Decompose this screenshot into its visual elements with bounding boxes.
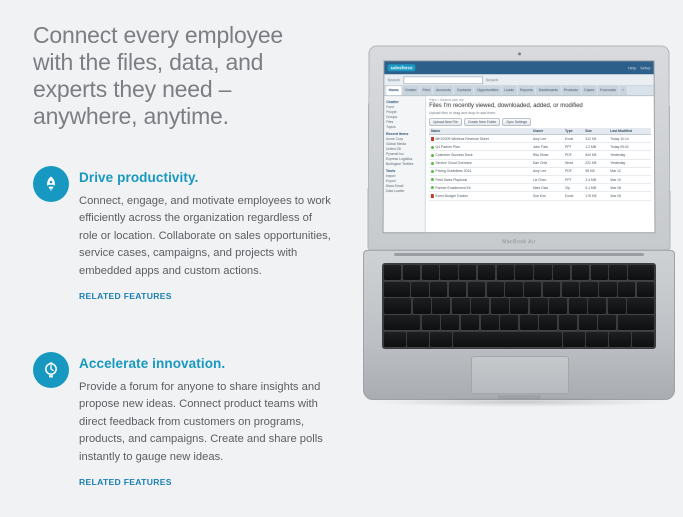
cell-size: 844 KB bbox=[583, 151, 608, 159]
tab-reports[interactable]: Reports bbox=[518, 86, 536, 95]
col-type: Type bbox=[563, 128, 583, 134]
sidebar-heading-tools: Tools bbox=[385, 169, 396, 174]
cell-owner: Sue Kim bbox=[531, 192, 563, 200]
cell-size: 98 KB bbox=[583, 167, 608, 175]
search-input[interactable] bbox=[403, 76, 483, 84]
cell-owner: Amy Lee bbox=[531, 135, 563, 143]
sidebar-recent-2[interactable]: Global Media bbox=[386, 142, 407, 147]
tab-dashboards[interactable]: Dashboards bbox=[536, 86, 560, 95]
app-tabs bbox=[384, 86, 653, 96]
sidebar-item-people[interactable]: People bbox=[386, 110, 397, 115]
col-size: Size bbox=[583, 128, 608, 134]
sidebar-recent-4[interactable]: Pyramid Inc bbox=[385, 151, 404, 156]
sidebar-recent-3[interactable]: United Oil bbox=[385, 147, 401, 151]
laptop-hinge bbox=[394, 253, 644, 256]
tab-forecasts[interactable]: Forecasts bbox=[598, 86, 619, 95]
setup-link[interactable]: Setup bbox=[640, 65, 651, 71]
cell-type: PPT bbox=[563, 176, 583, 184]
sidebar-tool-3[interactable]: Mass Email bbox=[385, 184, 404, 189]
cell-name: Q4 Partner Plan bbox=[435, 144, 460, 149]
table-row[interactable] bbox=[429, 135, 651, 143]
cell-type: PPT bbox=[563, 143, 583, 151]
cell-modified: Yesterday bbox=[608, 151, 651, 159]
breadcrumb: Files > Shared with me bbox=[429, 98, 464, 103]
tab-files[interactable]: Files bbox=[420, 86, 433, 95]
cell-name: Service Cloud Overview bbox=[435, 161, 472, 166]
search-button[interactable]: Search bbox=[485, 77, 499, 83]
cell-size: 3.4 MB bbox=[583, 176, 608, 184]
headline-line-4: anywhere, anytime. bbox=[33, 103, 229, 129]
tab-leads[interactable]: Leads bbox=[502, 86, 517, 95]
sidebar-tool-2[interactable]: Export bbox=[385, 179, 396, 184]
cell-size: 221 KB bbox=[583, 159, 608, 167]
status-dot-icon bbox=[431, 170, 434, 173]
create-new-folder-button[interactable]: Create New Folder bbox=[464, 118, 500, 126]
feature-body: Connect, engage, and motivate employees to work efficiently across the organization regardless of role or location. Collaborate on sales opportunities, service cases, campaigns, and projects with embedded apps and custom actions. bbox=[79, 195, 331, 277]
action-button-row bbox=[429, 118, 651, 126]
app-sidebar bbox=[384, 96, 427, 233]
sidebar-recent-5[interactable]: Express Logistics bbox=[385, 156, 413, 161]
laptop-trackpad bbox=[471, 356, 569, 394]
status-dot-icon bbox=[431, 162, 434, 165]
sidebar-heading-chatter: Chatter bbox=[386, 100, 399, 105]
keyboard-row bbox=[384, 332, 654, 347]
feature-drive-productivity bbox=[33, 166, 333, 304]
sidebar-item-topics[interactable]: Topics bbox=[386, 125, 396, 130]
page-subtitle: Upload files or drag and drop to add them. bbox=[429, 111, 497, 116]
cell-size: 1.2 MB bbox=[583, 143, 608, 151]
help-link[interactable]: Help bbox=[627, 65, 637, 71]
lightbulb-icon bbox=[33, 352, 69, 388]
cell-size: 312 KB bbox=[583, 135, 608, 143]
cell-owner: Mark Diaz bbox=[531, 184, 563, 192]
sidebar-item-files[interactable]: Files bbox=[386, 120, 394, 125]
col-owner: Owner bbox=[531, 128, 563, 134]
feature-body: Provide a forum for anyone to share insights and propose new ideas. Connect product teams with direct feedback from customers on programs, products, and campaigns. Create and share polls instantly to gauge new ideas. bbox=[79, 381, 323, 463]
app-topbar bbox=[384, 61, 653, 74]
app-logo: salesforce bbox=[387, 64, 415, 71]
upload-new-file-button[interactable]: Upload New File bbox=[429, 118, 462, 126]
related-features-link[interactable]: RELATED FEATURES bbox=[79, 291, 172, 302]
keyboard-row bbox=[384, 298, 654, 313]
tab-opportunities[interactable]: Opportunities bbox=[474, 86, 500, 95]
cell-owner: John Park bbox=[531, 143, 563, 151]
table-row[interactable] bbox=[429, 184, 651, 192]
app-main bbox=[426, 96, 655, 233]
cell-type: Zip bbox=[563, 184, 583, 192]
sidebar-tool-1[interactable]: Import bbox=[385, 174, 396, 179]
cell-size: 176 KB bbox=[583, 192, 608, 200]
sidebar-tool-4[interactable]: Data Loader bbox=[385, 189, 405, 194]
headline-line-3: experts they need – bbox=[33, 76, 232, 102]
keyboard-row bbox=[384, 265, 654, 280]
cell-name: MKS2009 Wireless Revenue Sheet bbox=[435, 136, 489, 141]
cell-name: Field Sales Playbook bbox=[435, 177, 468, 182]
cell-type: Word bbox=[563, 159, 583, 167]
table-row[interactable] bbox=[429, 151, 651, 159]
tab-add[interactable]: + bbox=[619, 86, 626, 95]
tab-contacts[interactable]: Contacts bbox=[454, 86, 473, 95]
tab-cases[interactable]: Cases bbox=[582, 86, 597, 95]
keyboard-row bbox=[384, 282, 654, 297]
related-features-link[interactable]: RELATED FEATURES bbox=[79, 477, 172, 488]
cell-modified: Today 10:14 bbox=[608, 135, 651, 143]
cell-name: Partner Enablement Kit bbox=[435, 185, 471, 190]
feature-title: Drive productivity. bbox=[79, 170, 199, 185]
cell-owner: Rita Shaw bbox=[531, 151, 563, 159]
cell-type: PDF bbox=[563, 167, 583, 175]
laptop-shadow bbox=[371, 397, 667, 407]
laptop-base bbox=[363, 250, 675, 400]
cell-modified: Mar 05 bbox=[608, 192, 651, 200]
app-search-row bbox=[384, 74, 653, 86]
cell-size: 6.1 MB bbox=[583, 184, 608, 192]
tab-home[interactable]: Home bbox=[386, 86, 401, 95]
feature-title: Accelerate innovation. bbox=[79, 356, 226, 371]
file-icon bbox=[431, 194, 434, 198]
table-row[interactable] bbox=[429, 176, 651, 184]
tab-accounts[interactable]: Accounts bbox=[434, 86, 454, 95]
sidebar-recent-1[interactable]: Acme Corp bbox=[386, 137, 404, 142]
keyboard-row bbox=[384, 315, 654, 330]
sidebar-item-feed[interactable]: Feed bbox=[386, 105, 394, 110]
file-icon bbox=[431, 137, 434, 141]
page-title: Files I'm recently viewed, downloaded, added, or modified bbox=[429, 103, 583, 110]
cell-modified: Mar 08 bbox=[608, 184, 651, 192]
status-dot-icon bbox=[431, 154, 434, 157]
tab-products[interactable]: Products bbox=[561, 86, 580, 95]
page-headline bbox=[33, 22, 333, 130]
feature-accelerate-innovation bbox=[33, 352, 333, 490]
rocket-icon bbox=[33, 166, 69, 202]
cell-modified: Yesterday bbox=[608, 159, 651, 167]
cell-type: PDF bbox=[563, 151, 583, 159]
cell-name: Customer Success Deck bbox=[435, 153, 473, 158]
col-last-modified: Last Modified bbox=[608, 128, 651, 134]
files-table bbox=[429, 128, 651, 201]
webcam-icon bbox=[518, 52, 521, 55]
search-label: Search bbox=[387, 77, 401, 83]
app-body bbox=[384, 96, 655, 233]
topbar-right bbox=[628, 65, 651, 70]
cell-owner: Amy Lee bbox=[531, 167, 563, 175]
cell-modified: Mar 10 bbox=[608, 176, 651, 184]
status-dot-icon bbox=[431, 186, 434, 189]
cell-type: Excel bbox=[563, 192, 583, 200]
laptop-keyboard bbox=[382, 263, 656, 349]
table-row[interactable] bbox=[429, 192, 651, 200]
cell-type: Excel bbox=[563, 135, 583, 143]
table-row[interactable] bbox=[429, 159, 651, 167]
status-dot-icon bbox=[431, 178, 434, 181]
col-name: Name bbox=[429, 128, 531, 134]
sync-settings-button[interactable]: Sync Settings bbox=[502, 118, 531, 126]
cell-modified: Mar 12 bbox=[608, 167, 651, 175]
tab-chatter[interactable]: Chatter bbox=[402, 86, 419, 95]
laptop-illustration bbox=[363, 45, 675, 465]
cell-owner: Dan Ortiz bbox=[531, 159, 563, 167]
table-row[interactable] bbox=[429, 143, 651, 151]
sidebar-heading-recent: Recent Items bbox=[386, 132, 409, 137]
headline-line-1: Connect every employee bbox=[33, 22, 284, 48]
sidebar-recent-6[interactable]: Burlington Textiles bbox=[385, 161, 414, 167]
cell-modified: Today 09:02 bbox=[608, 143, 651, 151]
headline-line-2: with the files, data, and bbox=[33, 49, 264, 75]
cell-name: Pricing Guidelines 2014 bbox=[435, 169, 472, 174]
laptop-lid bbox=[367, 45, 670, 250]
laptop-screen bbox=[383, 60, 656, 233]
sidebar-item-groups[interactable]: Groups bbox=[386, 115, 398, 120]
table-row[interactable] bbox=[429, 167, 651, 175]
lid-brand-label: MacBook Air bbox=[502, 239, 536, 246]
cell-owner: Liz Chen bbox=[531, 176, 563, 184]
status-dot-icon bbox=[431, 146, 434, 149]
cell-name: Event Budget Tracker bbox=[435, 194, 469, 199]
